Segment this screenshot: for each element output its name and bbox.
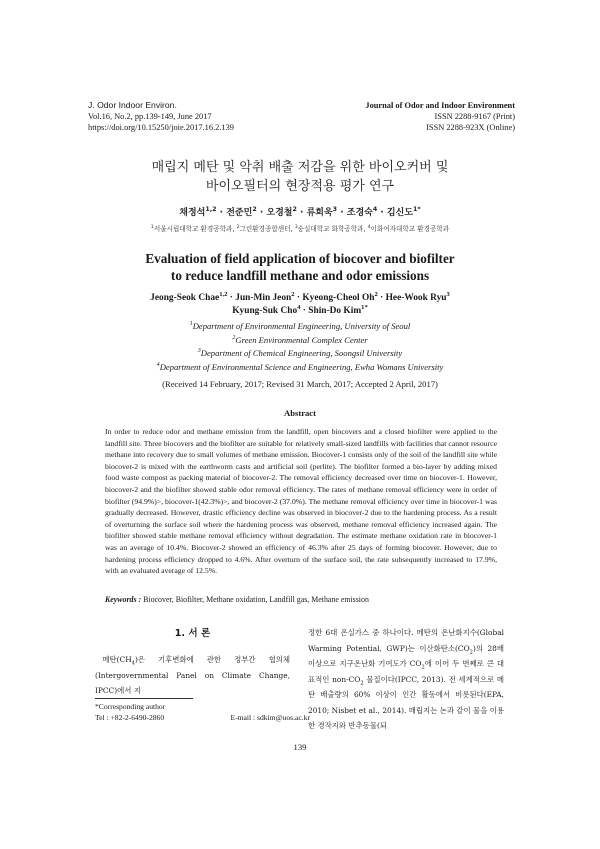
affiliation-text: 그린환경종합센터, (239, 225, 295, 233)
journal-full-name: Journal of Odor and Indoor Environment (365, 101, 515, 110)
korean-authors (0, 205, 600, 218)
author-separator: · (377, 293, 386, 303)
submission-dates: (Received 14 February, 2017; Revised 31 March, 2017; Accepted 2 April, 2017) (162, 379, 438, 389)
author-affiliation-marker: 3 (446, 290, 450, 298)
affiliation-text: Department of Environmental Engineering, University of Seoul (192, 321, 411, 331)
affiliation-line (0, 347, 600, 361)
author-name: Kyung-Suk Cho (232, 305, 298, 316)
affiliation-line (0, 320, 600, 334)
author-affiliation-marker: 2 (374, 290, 378, 298)
english-title-line2: to reduce landfill methane and odor emissions (170, 268, 430, 283)
affiliation-text: 서울시립대학교 환경공학과, (153, 225, 237, 233)
issn-online: ISSN 2288-923X (Online) (426, 123, 515, 132)
abstract-text: In order to reduce odor and methane emission from the landfill, open biocovers and a closed biofilter were applied to the landfill site. Three biocovers and the biofilter are suitable for relatively small-sized landfills with facilities that cannot resource methane into recovery due to small volumes of methane emission. Biocover-1 consists only of the soil of the landfill site while biocover-2 is mixed with the earthworm casts and artificial soil (perlite). The biofilter formed a bio-layer by adding mixed food waste compost as packing material of biocover-2. The removal efficiency decreased over time on biocover-1. However, biocover-2 and the biofilter showed stable odor removal efficiency. The rates of methane removal efficiency were in order of biofilter (94.9%)>, biocover-1(42.3%)>, and biocover-2 (37.0%). The methane removal efficiency over time in biocover-1 was gradually decreased. However, drastic efficiency decline was observed in biocover-2 due to the hardening process. As a result of overturning the surface soil where the hardening process was observed, methane removal efficiency increased again. The biofilter showed stable methane removal efficiency without degradation. The estimate methane oxidation rate in biocover-1 was an average of 10.4%. Biocover-2 showed an efficiency of 46.3% after 25 days of forming biocover. However, due to hardening process efficiency dropped to 4.6%. After overturn of the surface soil, the rate subsequently increased to 17.9%, with an evaluated average of 12.5%. (105, 427, 497, 576)
volume-info: Vol.16, No.2, pp.139-149, June 2017 (88, 112, 212, 121)
affiliation-marker: 2 (236, 224, 240, 230)
author-name: 오경철 (266, 208, 293, 218)
keywords (105, 595, 497, 604)
affiliation-text: Department of Environmental Science and Engineering, Ewha Womans University (159, 361, 444, 372)
footnote-label: *Corresponding author (95, 702, 166, 711)
section-heading-introduction: 1. 서 론 (174, 628, 211, 639)
author-affiliation-marker: 3 (332, 206, 338, 213)
author-name: 전준민 (226, 208, 253, 218)
author-affiliation-marker: 4 (372, 206, 378, 213)
issn-print: ISSN 2288-9167 (Print) (434, 112, 515, 121)
korean-title-line2: 바이오필터의 현장적용 평가 연구 (205, 179, 395, 194)
author-separator: · (300, 305, 309, 316)
affiliation-text: 이화여자대학교 환경공학과 (370, 225, 450, 233)
journal-header-right (365, 100, 515, 133)
author-separator: · (216, 208, 227, 218)
author-name: Kyeong-Cheol Oh (302, 293, 375, 303)
english-affiliations (0, 320, 600, 374)
korean-title-line1: 매립지 메탄 및 악취 배출 저감을 위한 바이오커버 및 (151, 160, 449, 175)
author-name: Jeong-Seok Chae (150, 293, 220, 303)
affiliation-line (0, 361, 600, 375)
keywords-label: Keywords : (105, 595, 142, 604)
author-name: Jun-Min Jeon (235, 293, 292, 303)
author-name: Shin-Do Kim (308, 305, 362, 316)
journal-abbreviation: J. Odor Indoor Environ. (88, 100, 177, 110)
affiliation-marker: 4 (156, 361, 160, 368)
author-name: 조경숙 (346, 208, 373, 218)
body-column-left (95, 652, 290, 699)
affiliation-marker: 1 (150, 224, 154, 230)
affiliation-text: 숭실대학교 화학공학과, (297, 225, 368, 233)
author-affiliation-marker: 2 (291, 290, 295, 298)
author-separator: · (256, 208, 267, 218)
intro-paragraph-continued: 정한 6대 온실가스 중 하나이다. 메탄의 온난화지수(Global Warming Potential, GWP)는 이산화탄소$(CO_2)$의 28배 이상으로 지구온난화 기여도가 $CO_2$에 이어 두 번째로 큰 대표적인 non-$CO_2$ 물질이다(IPCC, 2013). 전 세계적으로 메탄 배출량의 60% 이상이 인간 활동에서 비롯된다(EPA, 2010; Nisbet et al., 2014). 매립지는 논과 같이 물을 이용한 경작지와 반추동물(되 (308, 628, 504, 730)
affiliation-text: Department of Chemical Engineering, Soongsil University (200, 348, 403, 358)
english-authors (0, 292, 600, 317)
english-title (0, 250, 600, 284)
affiliation-marker: 2 (232, 334, 236, 341)
author-name: 채정석 (179, 208, 206, 218)
korean-affiliations (0, 223, 600, 233)
affiliation-marker: 3 (294, 224, 298, 230)
author-separator: · (227, 293, 236, 303)
author-affiliation-marker: 1,2 (205, 206, 217, 213)
footnote-divider (95, 698, 193, 699)
author-separator: · (296, 208, 307, 218)
affiliation-marker: 3 (197, 348, 201, 355)
author-name: 김신도 (386, 208, 414, 218)
abstract-heading: Abstract (284, 408, 316, 418)
author-affiliation-marker: 1* (361, 303, 368, 311)
corresponding-author-footnote (95, 702, 310, 723)
footnote-tel: Tel : +82-2-6490-2860 (95, 712, 165, 722)
author-affiliation-marker: 1* (413, 206, 421, 213)
body-column-right (308, 625, 504, 734)
english-authors-line2 (0, 305, 600, 318)
keywords-list: Biocover, Biofilter, Methane oxidation, Landfill gas, Methane emission (143, 595, 369, 604)
korean-title (0, 158, 600, 196)
doi-link[interactable]: https://doi.org/10.15250/joie.2017.16.2.139 (88, 123, 234, 132)
author-name: 류희욱 (306, 208, 333, 218)
affiliation-marker: 4 (367, 224, 371, 230)
author-name: Hee-Wook Ryu (385, 293, 447, 303)
affiliation-line (0, 334, 600, 348)
author-separator: · (337, 208, 347, 218)
page-number: 139 (293, 742, 307, 752)
author-affiliation-marker: 4 (297, 303, 301, 311)
author-separator: · (377, 208, 387, 218)
author-affiliation-marker: 2 (252, 206, 257, 213)
author-affiliation-marker: 1,2 (219, 290, 228, 298)
intro-paragraph-start: 메탄$(CH_4)$은 기후변화에 관한 정부간 협의체(Intergovernmental Panel on Climate Change, IPCC)에서 지 (95, 655, 290, 695)
journal-header-left (88, 100, 234, 133)
affiliation-marker: 1 (189, 321, 193, 328)
author-affiliation-marker: 2 (292, 206, 297, 213)
english-title-line1: Evaluation of field application of biocover and biofilter (145, 251, 455, 266)
footnote-email[interactable]: E-mail : sdkim@uos.ac.kr (230, 712, 310, 722)
author-separator: · (294, 293, 303, 303)
affiliation-text: Green Environmental Complex Center (235, 334, 368, 345)
